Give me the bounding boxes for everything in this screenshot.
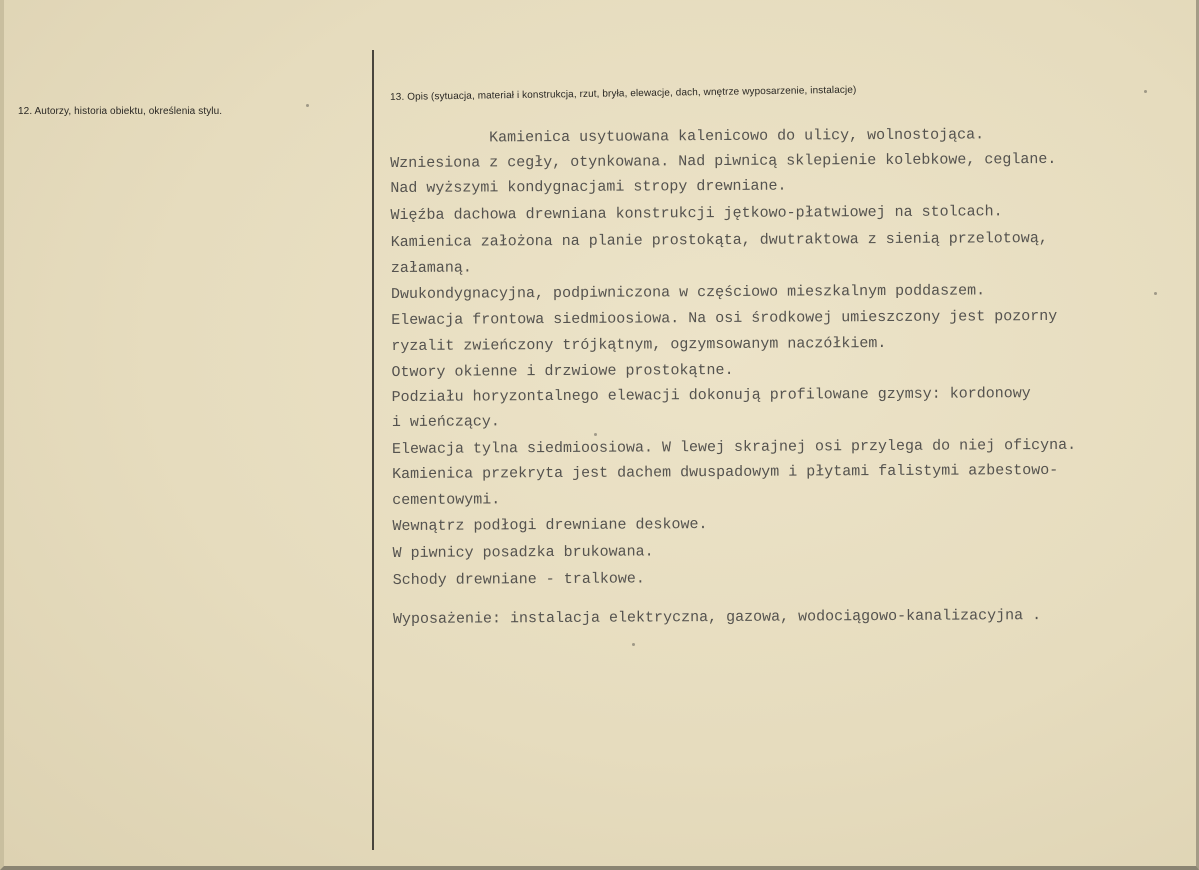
description-line: Kamienica usytuowana kalenicowo do ulicy, wolnostojąca. (390, 126, 985, 147)
paper-speck (594, 433, 597, 436)
paper-speck (306, 104, 309, 107)
paper-speck (632, 643, 635, 646)
description-line: Dwukondygnacyjna, podpiwniczona w częściowo mieszkalnym poddaszem. (390, 282, 986, 303)
section-13-heading: 13. Opis (sytuacja, materiał i konstrukcja, rzut, bryła, elewacje, dach, wnętrze wyposarzenie, instalacje) (390, 84, 857, 103)
description-line: Wewnątrz podłogi drewniane deskowe. (392, 516, 708, 535)
description-line: załamaną. (390, 259, 472, 277)
description-line: Nad wyższymi kondygnacjami stropy drewniane. (390, 177, 787, 197)
description-line: i wieńczący. (391, 413, 500, 431)
description-line: Elewacja tylna siedmioosiowa. W lewej skrajnej osi przylega do niej oficyna. (391, 436, 1077, 458)
description-line: Więźba dachowa drewniana konstrukcji jętkowo-płatwiowej na stolcach. (390, 203, 1003, 224)
description-line: Kamienica założona na planie prostokąta, dwutraktowa z sienią przelotową, (390, 229, 1048, 251)
section-12-heading: 12. Autorzy, historia obiektu, określenia stylu. (18, 106, 223, 117)
description-line: Podziału horyzontalnego elewacji dokonują profilowane gzymsy: kordonowy (391, 385, 1031, 406)
equipment-line: Wyposażenie: instalacja elektryczna, gazowa, wodociągowo-kanalizacyjna . (392, 607, 1042, 628)
description-line: cementowymi. (392, 491, 501, 509)
paper-speck (1154, 292, 1157, 295)
description-line: ryzalit zwieńczony trójkątnym, ogzymsowanym naczółkiem. (391, 334, 887, 355)
description-line: Wzniesiona z cegły, otynkowana. Nad piwnicą sklepienie kolebkowe, ceglane. (390, 150, 1057, 172)
description-line: Kamienica przekryta jest dachem dwuspadowym i płytami falistymi azbestowo- (392, 461, 1059, 483)
description-line: Otwory okienne i drzwiowe prostokątne. (391, 361, 734, 381)
description-line: Elewacja frontowa siedmioosiowa. Na osi środkowej umieszczony jest pozorny (391, 307, 1058, 329)
column-divider (372, 50, 374, 850)
paper-speck (1144, 90, 1147, 93)
description-line: W piwnicy posadzka brukowana. (392, 543, 654, 562)
description-line: Schody drewniane - tralkowe. (392, 570, 645, 589)
description-text (390, 123, 1180, 628)
